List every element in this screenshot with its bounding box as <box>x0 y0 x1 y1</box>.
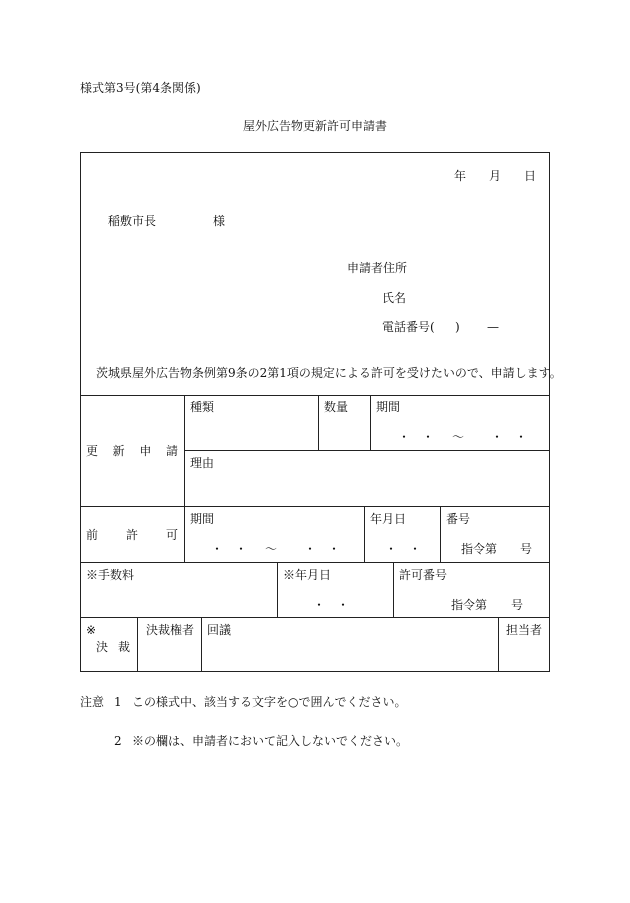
previous-date-dots: ・ ・ <box>385 542 422 556</box>
quantity-label: 数量 <box>324 400 349 414</box>
previous-period-tilde: ～ <box>265 542 278 556</box>
previous-number-suffix: 号 <box>520 542 533 556</box>
permit-number-label: 許可番号 <box>399 568 448 582</box>
grid-line <box>364 506 365 562</box>
applicant-phone-label: 電話番号( <box>382 320 435 334</box>
note-2-text: ※の欄は、申請者において記入しないでください。 <box>132 734 409 748</box>
grid-line <box>318 395 319 450</box>
previous-period-start: ・ ・ <box>211 542 248 556</box>
note-2-number: 2 <box>114 734 122 748</box>
date-month-label: 月 <box>489 169 502 183</box>
application-form-table <box>80 152 550 672</box>
addressee-name: 稲敷市長 <box>108 214 157 228</box>
office-number-suffix: 号 <box>511 598 524 612</box>
applicant-name-label: 氏名 <box>382 291 407 305</box>
reason-label: 理由 <box>190 456 215 470</box>
type-label: 種類 <box>190 400 215 414</box>
date-day-label: 日 <box>524 169 537 183</box>
date-year-label: 年 <box>454 169 467 183</box>
form-number: 様式第3号(第4条関係) <box>80 81 201 95</box>
grid-line <box>80 395 550 396</box>
notes-heading: 注意 <box>80 695 105 709</box>
grid-line <box>440 506 441 562</box>
renewal-period-end: ・ ・ <box>491 430 528 444</box>
addressee-honorific: 様 <box>213 214 226 228</box>
grid-line <box>184 450 550 451</box>
previous-permit-label: 前 許 可 <box>86 528 178 542</box>
application-statement: 茨城県屋外広告物条例第9条の2第1項の規定による許可を受けたいので、申請します。 <box>96 366 562 380</box>
fee-label: ※手数料 <box>86 568 135 582</box>
decision-mark: ※ <box>86 623 97 637</box>
renewal-label: 更 新 申 請 <box>86 444 178 458</box>
previous-number-label: 番号 <box>446 512 471 526</box>
grid-line <box>201 617 202 672</box>
previous-designation: 指令第 <box>461 542 498 556</box>
renewal-period-start: ・ ・ <box>398 430 435 444</box>
previous-period-end: ・ ・ <box>304 542 341 556</box>
applicant-phone-dash: — <box>487 320 499 334</box>
applicant-address-label: 申請者住所 <box>347 261 408 275</box>
grid-line <box>393 562 394 617</box>
grid-line <box>277 562 278 617</box>
grid-line <box>80 506 550 507</box>
grid-line <box>80 562 550 563</box>
person-in-charge-label: 担当者 <box>506 623 543 637</box>
decision-authority-label: 決裁権者 <box>146 623 195 637</box>
office-date-label: ※年月日 <box>283 568 332 582</box>
grid-line <box>80 617 550 618</box>
renewal-period-tilde: ～ <box>452 430 465 444</box>
grid-line <box>498 617 499 672</box>
office-designation: 指令第 <box>451 598 488 612</box>
renewal-period-label: 期間 <box>376 400 401 414</box>
document-title: 屋外広告物更新許可申請書 <box>242 119 387 133</box>
applicant-phone-close: ) <box>455 320 460 334</box>
grid-line <box>184 395 185 562</box>
note-1-number: 1 <box>114 695 122 709</box>
decision-label: 決 裁 <box>96 640 130 654</box>
note-1-text: この様式中、該当する文字を○で囲んでください。 <box>132 695 407 709</box>
previous-period-label: 期間 <box>190 512 215 526</box>
previous-date-label: 年月日 <box>370 512 407 526</box>
grid-line <box>370 395 371 450</box>
office-date-dots: ・ ・ <box>313 598 350 612</box>
grid-line <box>137 617 138 672</box>
circulation-label: 回議 <box>207 623 232 637</box>
